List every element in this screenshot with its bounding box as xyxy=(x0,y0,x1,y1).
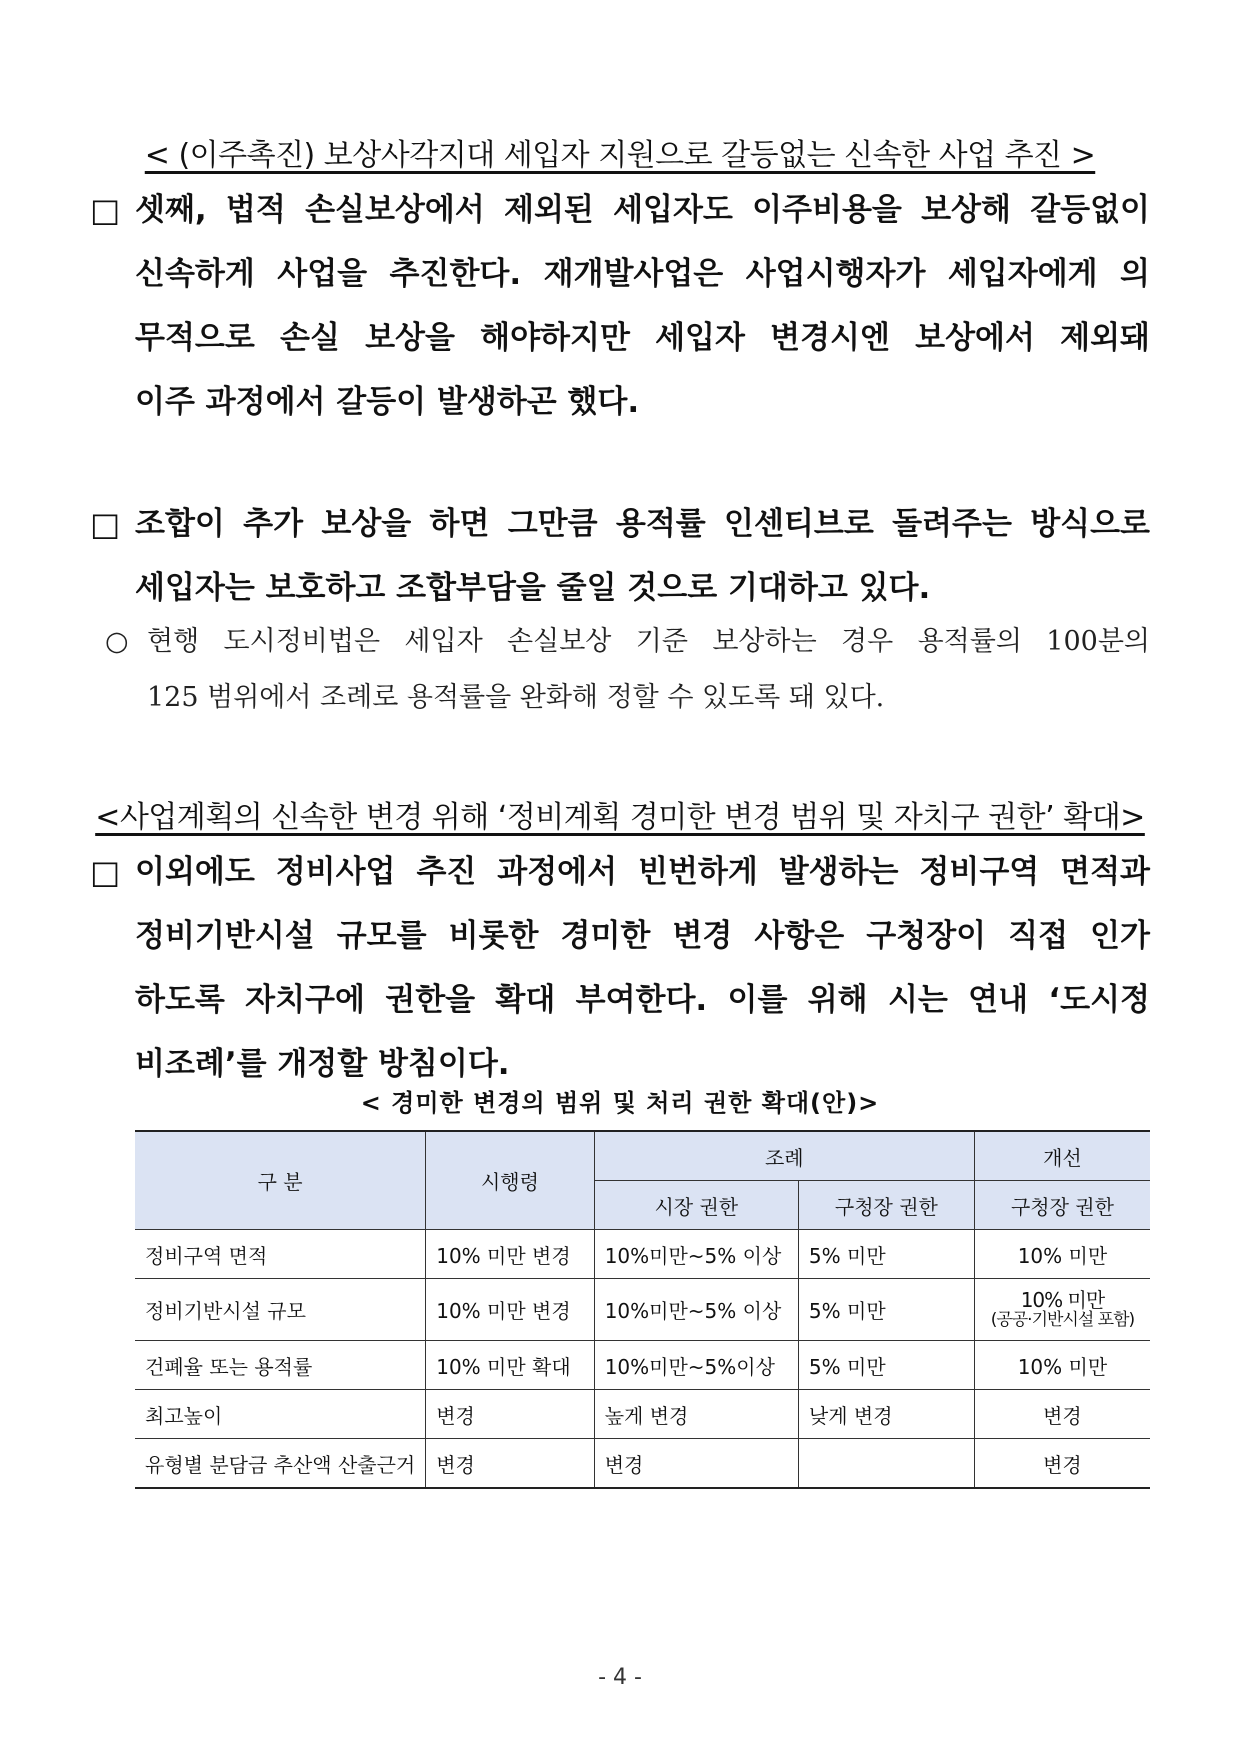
circle-bullet-icon: ○ xyxy=(105,626,129,657)
cell-improved-value: 10% 미만 xyxy=(1020,1287,1105,1312)
cell-district xyxy=(798,1439,974,1489)
paragraph-line: 셋째, 법적 손실보상에서 제외된 세입자도 이주비용을 보상해 갈등없이 xyxy=(135,192,1150,228)
cell-category: 유형별 분담금 추산액 산출근거 xyxy=(135,1439,426,1489)
cell-category: 정비구역 면적 xyxy=(135,1230,426,1279)
paragraph-line: 무적으로 손실 보상을 해야하지만 세입자 변경시엔 보상에서 제외돼 xyxy=(135,320,1150,356)
cell-district: 5% 미만 xyxy=(798,1341,974,1390)
section-heading-plan-change: <사업계획의 신속한 변경 위해 ‘정비계획 경미한 변경 범위 및 자치구 권한’ 확대> xyxy=(95,800,1145,835)
table-row xyxy=(135,1279,1150,1341)
subpoint-line: 현행 도시정비법은 세입자 손실보상 기준 보상하는 경우 용적률의 100분의 xyxy=(147,626,1150,657)
cell-decree: 변경 xyxy=(426,1439,594,1489)
subpoint-line: 125 범위에서 조례로 용적률을 완화해 정할 수 있도록 돼 있다. xyxy=(147,682,885,713)
header-mayor-authority: 시장 권한 xyxy=(594,1181,798,1230)
cell-improved: 10% 미만 xyxy=(974,1230,1150,1279)
section-heading-relocation: < (이주촉진) 보상사각지대 세입자 지원으로 갈등없는 신속한 사업 추진 > xyxy=(144,138,1096,173)
header-ordinance: 조례 xyxy=(594,1131,974,1181)
cell-category: 최고높이 xyxy=(135,1390,426,1439)
paragraph-line: 비조례’를 개정할 방침이다. xyxy=(135,1046,510,1082)
square-bullet-icon: □ xyxy=(90,505,121,543)
cell-improved: 변경 xyxy=(974,1439,1150,1489)
cell-mayor: 변경 xyxy=(594,1439,798,1489)
cell-mayor: 높게 변경 xyxy=(594,1390,798,1439)
table-row xyxy=(135,1341,1150,1390)
cell-category: 건폐율 또는 용적률 xyxy=(135,1341,426,1390)
cell-mayor: 10%미만~5% 이상 xyxy=(594,1279,798,1341)
cell-improved: 10% 미만 xyxy=(974,1341,1150,1390)
paragraph-line: 정비기반시설 규모를 비롯한 경미한 변경 사항은 구청장이 직접 인가 xyxy=(135,918,1150,954)
header-improvement: 개선 xyxy=(974,1131,1150,1181)
table-row xyxy=(135,1390,1150,1439)
paragraph-district-authority xyxy=(90,840,1150,1096)
cell-decree: 10% 미만 변경 xyxy=(426,1230,594,1279)
header-decree: 시행령 xyxy=(426,1131,594,1230)
table-title: < 경미한 변경의 범위 및 처리 권한 확대(안)> xyxy=(360,1089,880,1117)
cell-improved: 변경 xyxy=(974,1390,1150,1439)
cell-improved-note: (공공·기반시설 포함) xyxy=(990,1309,1135,1330)
paragraph-line: 조합이 추가 보상을 하면 그만큼 용적률 인센티브로 돌려주는 방식으로 xyxy=(135,506,1150,542)
square-bullet-icon: □ xyxy=(90,853,121,891)
cell-mayor: 10%미만~5% 이상 xyxy=(594,1230,798,1279)
subpoint-current-law xyxy=(105,614,1150,726)
minor-change-table xyxy=(135,1130,1150,1489)
paragraph-line: 이주 과정에서 갈등이 발생하곤 했다. xyxy=(135,384,640,420)
cell-district: 5% 미만 xyxy=(798,1279,974,1341)
paragraph-line: 세입자는 보호하고 조합부담을 줄일 것으로 기대하고 있다. xyxy=(135,570,931,606)
cell-district: 5% 미만 xyxy=(798,1230,974,1279)
paragraph-tenant-compensation xyxy=(90,178,1150,434)
paragraph-line: 신속하게 사업을 추진한다. 재개발사업은 사업시행자가 세입자에게 의 xyxy=(135,256,1150,292)
cell-mayor: 10%미만~5%이상 xyxy=(594,1341,798,1390)
table-row xyxy=(135,1230,1150,1279)
cell-district: 낮게 변경 xyxy=(798,1390,974,1439)
header-district-authority: 구청장 권한 xyxy=(798,1181,974,1230)
cell-category: 정비기반시설 규모 xyxy=(135,1279,426,1341)
paragraph-line: 이외에도 정비사업 추진 과정에서 빈번하게 발생하는 정비구역 면적과 xyxy=(135,854,1150,890)
table-header-row xyxy=(135,1131,1150,1181)
header-improved-district-authority: 구청장 권한 xyxy=(974,1181,1150,1230)
square-bullet-icon: □ xyxy=(90,191,121,229)
paragraph-line: 하도록 자치구에 권한을 확대 부여한다. 이를 위해 시는 연내 ‘도시정 xyxy=(135,982,1150,1018)
page-number: - 4 - xyxy=(598,1665,642,1690)
table-row xyxy=(135,1439,1150,1489)
cell-decree: 변경 xyxy=(426,1390,594,1439)
paragraph-union-incentive xyxy=(90,492,1150,620)
cell-decree: 10% 미만 확대 xyxy=(426,1341,594,1390)
header-category: 구 분 xyxy=(135,1131,426,1230)
cell-decree: 10% 미만 변경 xyxy=(426,1279,594,1341)
cell-improved xyxy=(974,1279,1150,1341)
